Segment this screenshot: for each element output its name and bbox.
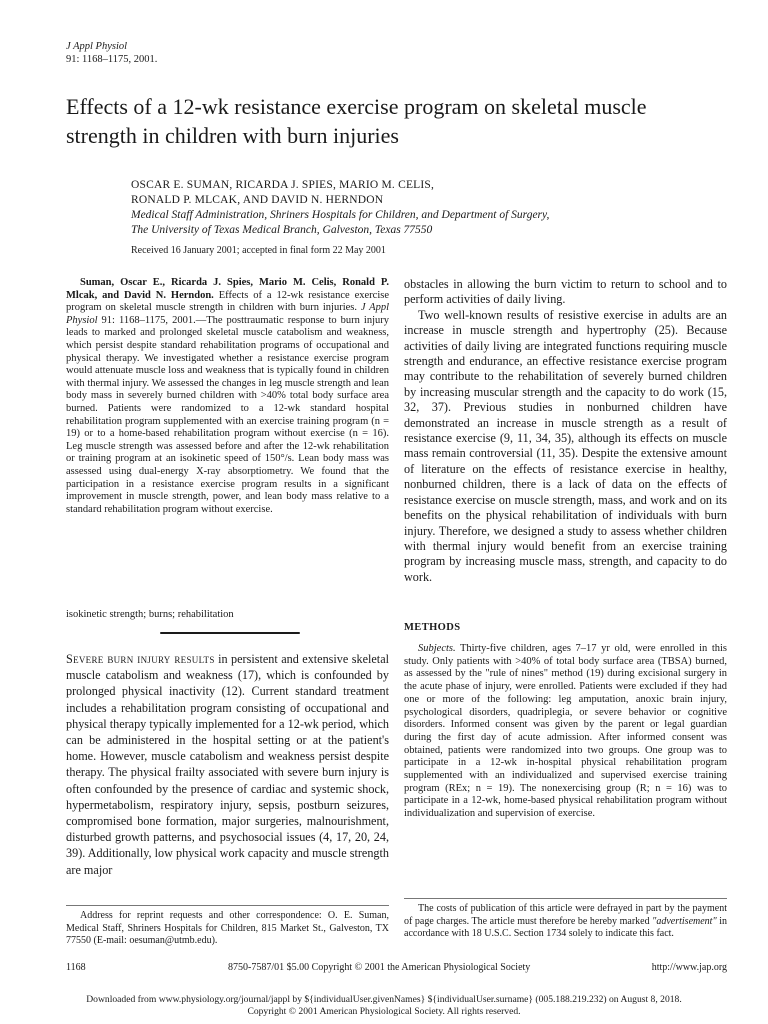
subjects-body: Thirty-five children, ages 7–17 yr old, were enrolled in this study. Only patients with >40% of total body surface area (TBSA) burned, as assessed by the "rule of nines" method (19) during excisional surgery in the acute phase of injury, were enrolled. Patients were excluded if they had one or more of the following: leg amputation, anoxic brain injury, psychological disorders, quadriplegia, or severe behavior or cognitive disorders. Informed consent was given by the parent or legal guardian during the first day of acute admission. After informed consent was obtained, patients were randomized into two groups. One group was to participate in a 12-wk in-hospital physical rehabilitation program supplemented with an individualized and supervised exercise training program (REx; n = 19). The nonexercising group (R; n = 16) was to participate in a 12-wk, home-based physical rehabilitation program without individualization and supervision of exercise. <box>404 643 727 820</box>
download-line-1: Downloaded from www.physiology.org/journal/jappl by ${individualUser.givenNames} ${individualUser.surname} (005.188.219.232) on August 8, 2018. <box>86 994 682 1005</box>
page-number: 1168 <box>66 962 86 973</box>
costs-advertisement: "advertisement" <box>652 915 717 927</box>
affiliation-line-1: Medical Staff Administration, Shriners Hospitals for Children, and Department of Surgery, <box>131 209 550 221</box>
journal-citation: 91: 1168–1175, 2001. <box>66 54 158 65</box>
intro-body: in persistent and extensive skeletal muscle catabolism and weakness (17), which is confounded by prolonged physical inactivity (12). Current standard treatment includes a rehabilitation program consisting of occupational and physical therapy typically implemented for a 12-wk period, which can be administered in the hospital setting or at the patient's home. However, muscle catabolism and weakness persist despite therapy. The physical frailty associated with severe burn injury is often confounded by the presence of cardiac and systemic shock, hypermetabolism, respiratory injury, sepsis, postburn seizures, compromised bone formation, major surgeries, malnourishment, disturbed growth patterns, and psychosocial issues (4, 17, 20, 24, 39). Additionally, low physical work capacity and muscle strength are major <box>66 652 389 877</box>
intro-continuation: obstacles in allowing the burn victim to return to school and to perform activities of daily living. <box>404 277 727 307</box>
abstract-authors: Suman, Oscar E., Ricarda J. Spies, Mario M. Celis, Ronald P. Mlcak, and David N. Herndon. <box>66 277 389 301</box>
author-list <box>131 178 731 208</box>
article-title: Effects of a 12-wk resistance exercise program on skeletal muscle strength in children with burn injuries <box>66 94 647 148</box>
received-dates: Received 16 January 2001; accepted in final form 22 May 2001 <box>131 245 386 256</box>
footer-copyright: 8750-7587/01 $5.00 Copyright © 2001 the American Physiological Society <box>228 962 531 973</box>
download-notice <box>0 994 768 1018</box>
author-line-1: OSCAR E. SUMAN, RICARDA J. SPIES, MARIO M. CELIS, <box>131 179 435 191</box>
abstract-title: Effects of a 12-wk resistance exercise program on skeletal muscle strength in children with burn injuries. <box>66 289 389 314</box>
journal-url-link[interactable]: http://www.jap.org <box>651 962 727 973</box>
methods-subjects <box>404 643 727 821</box>
abstract <box>66 277 389 516</box>
download-line-2: Copyright © 2001 American Physiological Society. All rights reserved. <box>247 1006 521 1017</box>
abstract-body: 91: 1168–1175, 2001.—The posttraumatic response to burn injury leads to marked and prolonged skeletal muscle catabolism and weakness, which persist despite standard rehabilitation programs of occupational and physical therapy. We investigated whether a resistance exercise program would attenuate muscle loss and weakness that is typically found in children with thermal injury. We assessed the changes in leg muscle strength and lean body mass in severely burned children with >40% total body surface area burned. Patients were randomized to a 12-wk standard hospital rehabilitation program supplemented with an exercise training program (n = 19) or to a home-based rehabilitation program without exercise (n = 16). Leg muscle strength was assessed before and after the 12-wk rehabilitation or training program at an isokinetic speed of 150°/s. Lean body mass was assessed using dual-energy X-ray absorptiometry. We found that the participation in a resistance exercise program results in a significant improvement in muscle strength, power, and lean body mass relative to a standard rehabilitation program without exercise. <box>66 314 389 515</box>
methods-heading: METHODS <box>404 622 461 633</box>
costs-text-2: in accordance with 18 U.S.C. Section 1734 solely to indicate this fact. <box>404 915 727 939</box>
intro-lead-caps: Severe burn injury results <box>66 652 215 666</box>
abstract-journal: J Appl Physiol <box>66 302 389 326</box>
journal-name: J Appl Physiol <box>66 41 128 52</box>
author-line-2: RONALD P. MLCAK, AND DAVID N. HERNDON <box>131 194 384 206</box>
publication-cost-footnote <box>404 903 727 941</box>
subjects-label: Subjects. <box>418 643 456 654</box>
footnote-rule-left <box>66 905 389 906</box>
affiliation <box>131 208 731 238</box>
costs-text-1: The costs of publication of this article were defrayed in part by the payment of page charges. The article must therefore be hereby marked <box>404 903 727 927</box>
correspondence-footnote: Address for reprint requests and other correspondence: O. E. Suman, Medical Staff, Shriners Hospitals for Children, 815 Market St., Galveston, TX 77550 (E-mail: oesuman@utmb.edu). <box>66 910 389 946</box>
keywords: isokinetic strength; burns; rehabilitation <box>66 609 234 620</box>
page-footer <box>66 962 727 976</box>
right-column-text <box>404 277 727 585</box>
intro-paragraph-2: Two well-known results of resistive exercise in adults are an increase in muscle strength and hypertrophy (25). Because activities of daily living are integrated functions requiring muscle strength and endurance, an effective resistance exercise program may contribute to the rehabilitation of severely burned children by increasing muscular strength and the capacity to do work (15, 32, 37). Previous studies in nonburned children have demonstrated an increase in muscle strength as a result of resistance exercise (9, 11, 34, 35), although its effects on muscle mass remain controversial (11, 35). Despite the extensive amount of literature on the effects of resistance exercise in healthy, nonburned children, there is a lack of data on the effects of resistance exercise on muscle strength, mass, and work and on its benefits on the physical rehabilitation of individuals with burn injury. Therefore, we designed a study to assess whether children with thermal injury would benefit from an exercise training program by increasing muscle mass, strength, and capacity to do work. <box>404 307 727 584</box>
affiliation-line-2: The University of Texas Medical Branch, Galveston, Texas 77550 <box>131 224 433 236</box>
introduction <box>66 651 389 878</box>
footnote-rule-right <box>404 898 727 899</box>
section-divider <box>160 632 300 634</box>
journal-header <box>66 40 157 66</box>
